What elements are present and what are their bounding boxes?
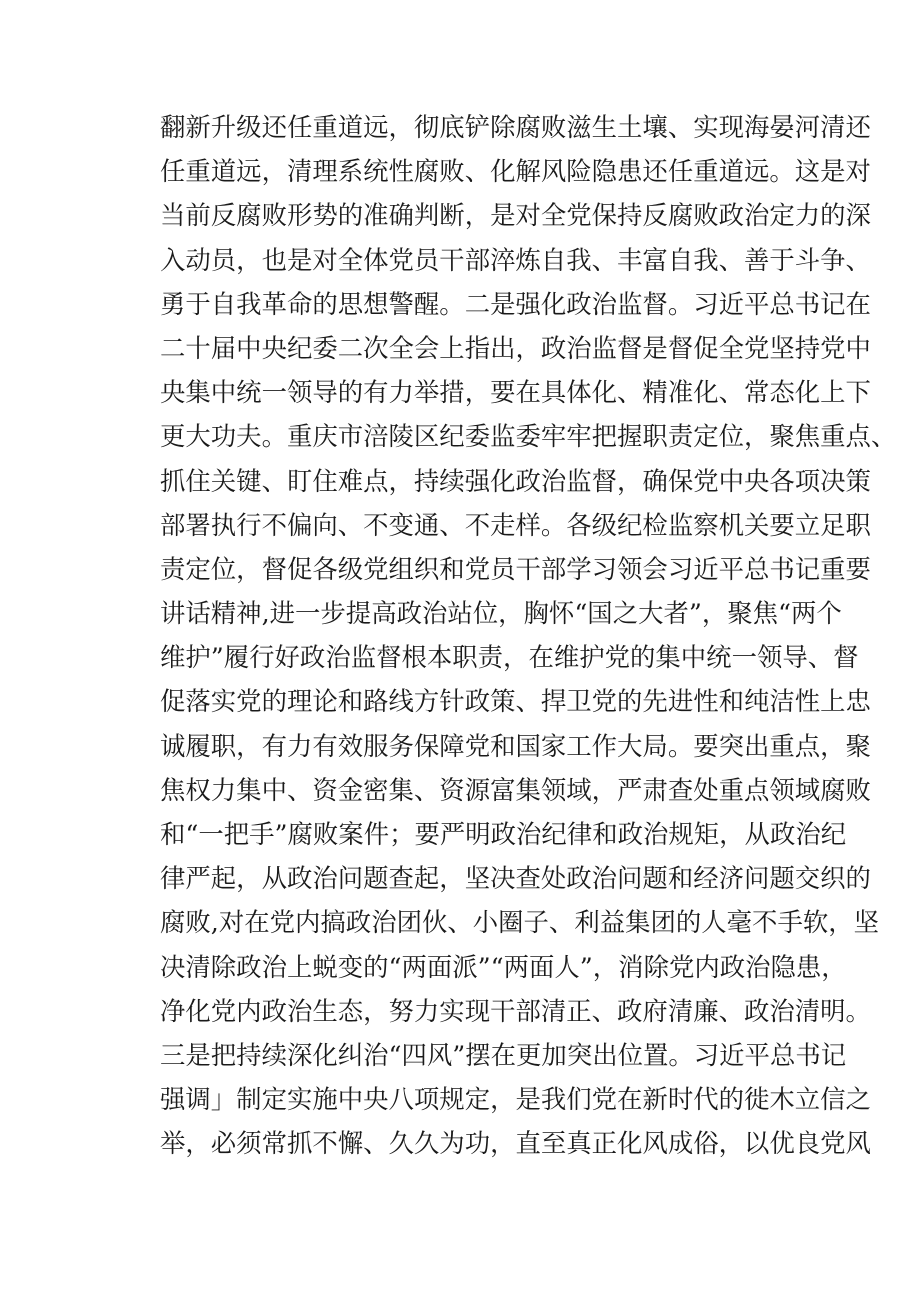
text-line: 促落实党的理论和路线方针政策、捍卫党的先进性和纯洁性上忠 xyxy=(160,686,871,717)
text-line: 任重道远，清理系统性腐败、化解风险隐患还任重道远。这是对 xyxy=(160,156,871,187)
text-line: 决清除政治上蜕变的“两面派”“两面人”，消除党内政治隐患， xyxy=(160,951,847,982)
text-line: 央集中统一领导的有力举措，要在具体化、精准化、常态化上下 xyxy=(160,377,871,408)
text-line: 维护”履行好政治监督根本职责，在维护党的集中统一领导、督 xyxy=(160,642,859,673)
text-line: 部署执行不偏向、不变通、不走样。各级纪检监察机关要立足职 xyxy=(160,509,871,540)
text-line: 和“一把手”腐败案件；要严明政治纪律和政治规矩，从政治纪 xyxy=(160,819,847,849)
text-line: 焦权力集中、资金密集、资源富集领域，严肃查处重点领域腐败 xyxy=(160,774,871,805)
text-line: 勇于自我革命的思想警醒。二是强化政治监督。习近平总书记在 xyxy=(160,288,871,319)
text-line: 强调」制定实施中央八项规定，是我们党在新时代的徙木立信之 xyxy=(160,1084,871,1115)
text-line: 更大功夫。重庆市涪陵区纪委监委牢牢把握职责定位，聚焦重点、 xyxy=(160,421,897,452)
text-line: 抓住关键、盯住难点，持续强化政治监督，确保党中央各项决策 xyxy=(160,465,871,496)
body-text xyxy=(160,105,897,1166)
text-line: 举，必须常抓不懈、久久为功，直至真正化风成俗，以优良党风 xyxy=(160,1128,871,1159)
text-line: 责定位，督促各级党组织和党员干部学习领会习近平总书记重要 xyxy=(160,553,871,584)
text-line: 律严起，从政治问题查起，坚决查处政治问题和经济问题交织的 xyxy=(160,863,871,894)
text-line: 当前反腐败形势的准确判断，是对全党保持反腐败政治定力的深 xyxy=(160,200,871,231)
text-line: 二十届中央纪委二次全会上指出，政治监督是督促全党坚持党中 xyxy=(160,332,871,363)
text-line: 腐败,对在党内搞政治团伙、小圈子、利益集团的人毫不手软，坚 xyxy=(160,907,880,938)
text-line: 三是把持续深化纠治“四风”摆在更加突出位置。习近平总书记 xyxy=(160,1039,847,1070)
text-line: 净化党内政治生态，努力实现干部清正、政府清廉、政治清明。 xyxy=(160,995,871,1026)
text-line: 入动员，也是对全体党员干部淬炼自我、丰富自我、善于斗争、 xyxy=(160,244,871,275)
text-line: 讲话精神,进一步提高政治站位，胸怀“国之大者”，聚焦“两个 xyxy=(160,598,842,629)
text-line: 诚履职，有力有效服务保障党和国家工作大局。要突出重点，聚 xyxy=(160,730,871,761)
text-line: 翻新升级还任重道远，彻底铲除腐败滋生土壤、实现海晏河清还 xyxy=(160,112,871,142)
